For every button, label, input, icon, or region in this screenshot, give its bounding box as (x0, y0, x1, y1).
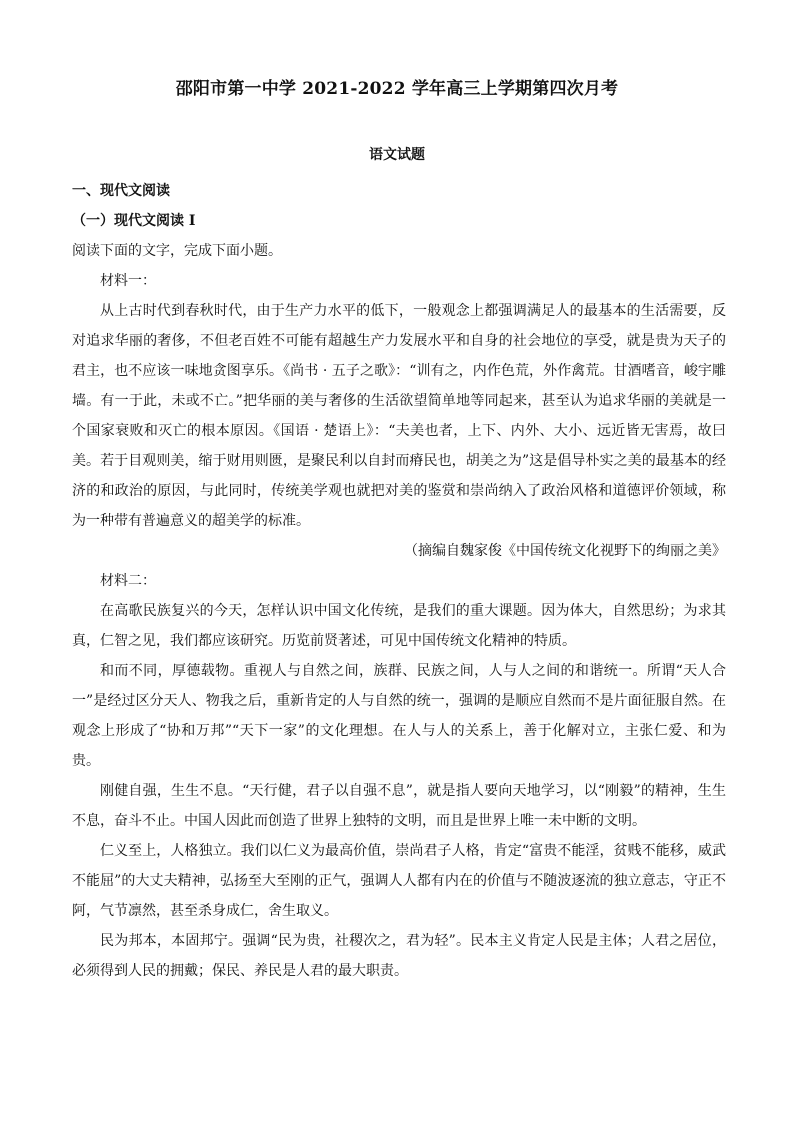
material1-source: （摘编自魏家俊《中国传统文化视野下的绚丽之美》 (404, 543, 726, 559)
subject-title: 语文试题 (369, 147, 425, 163)
material2-paragraph: 仁义至上，人格独立。我们以仁义为最高价值，崇尚君子人格，肯定“富贵不能淫，贫贱不能移，威武不能屈”的大丈夫精神，弘扬至大至刚的正气，强调人人都有内在的价值与不随波逐流的独立意志，守正不阿，气节凛然，甚至杀身成仁，舍生取义。 (72, 843, 726, 919)
exam-title: 邵阳市第一中学 2021-2022 学年高三上学期第四次月考 (175, 79, 619, 99)
material2-paragraph: 在高歌民族复兴的今天，怎样认识中国文化传统，是我们的重大课题。因为体大，自然思纷；为求其真，仁智之见，我们都应该研究。历览前贤著述，可见中国传统文化精神的特质。 (72, 603, 726, 649)
material2-paragraph: 刚健自强，生生不息。“天行健，君子以自强不息”，就是指人要向天地学习，以“刚毅”的精神，生生不息，奋斗不止。中国人因此而创造了世界上独特的文明，而且是世界上唯一未中断的文明。 (72, 783, 726, 829)
material2-label: 材料二： (100, 573, 156, 589)
material2-paragraph: 和而不同，厚德载物。重视人与自然之间，族群、民族之间，人与人之间的和谐统一。所谓“天人合一”是经过区分天人、物我之后，重新肯定的人与自然的统一，强调的是顺应自然而不是片面征服自然。在观念上形成了“协和万邦”“天下一家”的文化理想。在人与人的关系上，善于化解对立，主张仁爱、和为贵。 (72, 663, 726, 769)
subsection-heading: （一）现代文阅读 I (72, 213, 196, 229)
material1-label: 材料一： (100, 273, 156, 289)
section-heading: 一、现代文阅读 (72, 183, 170, 199)
material2-paragraph: 民为邦本，本固邦宁。强调“民为贵，社稷次之，君为轻”。民本主义肯定人民是主体；人君之居位，必须得到人民的拥戴；保民、养民是人君的最大职责。 (72, 933, 726, 979)
material1-paragraph: 从上古时代到春秋时代，由于生产力水平的低下，一般观念上都强调满足人的最基本的生活需要，反对追求华丽的奢侈，不但老百姓不可能有超越生产力发展水平和自身的社会地位的享受，就是贵为天子的君主，也不应该一味地贪图享乐。《尚书 · 五子之歌》：“训有之，内作色荒，外作禽荒。甘酒嗜音，峻宇雕墙。有一于此，未或不亡。”把华丽的美与奢侈的生活欲望简单地等同起来，甚至认为追求华丽的美就是一个国家衰败和灭亡的根本原因。《国语 · 楚语上》：“夫美也者，上下、内外、大小、远近皆无害焉，故曰美。若于目观则美，缩于财用则匮，是聚民利以自封而瘠民也，胡美之为”这是倡导朴实之美的最基本的经济的和政治的原因，与此同时，传统美学观也就把对美的鉴赏和崇尚纳入了政治风格和道德评价领域，称为一种带有普遍意义的超美学的标准。 (72, 303, 726, 529)
instruction-text: 阅读下面的文字，完成下面小题。 (72, 243, 282, 259)
document-body (72, 176, 726, 986)
